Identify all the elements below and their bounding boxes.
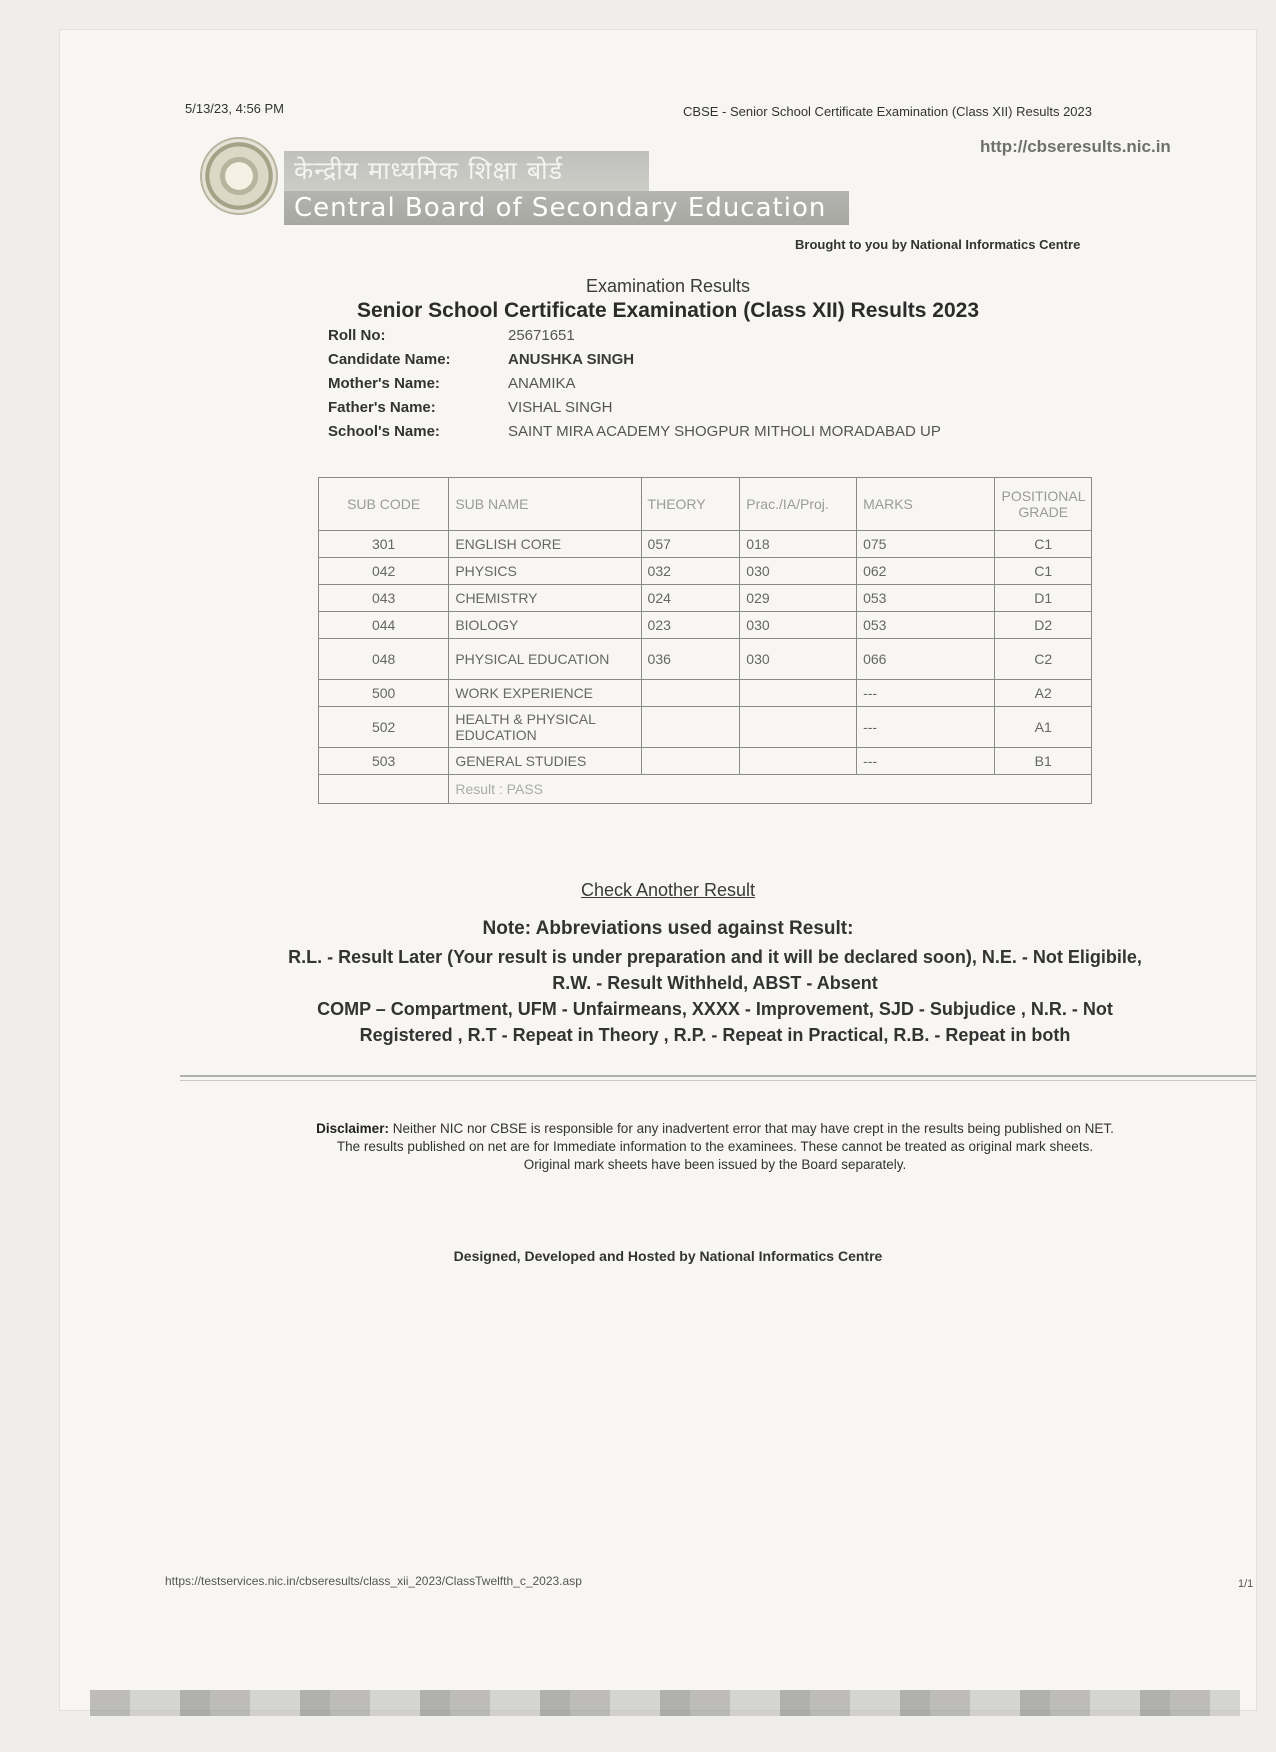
page-url: https://testservices.nic.in/cbseresults/class_xii_2023/ClassTwelfth_c_2023.asp (165, 1574, 582, 1588)
father-name-value: VISHAL SINGH (508, 399, 613, 416)
grade: C1 (995, 531, 1092, 558)
table-row (319, 531, 1092, 558)
prac-marks (740, 707, 857, 748)
result-status: Result : PASS (449, 775, 1092, 804)
notes-line: COMP – Compartment, UFM - Unfairmeans, XXXX - Improvement, SJD - Subjudice , N.R. - Not (317, 999, 1113, 1019)
col-sub-code: SUB CODE (319, 478, 449, 531)
site-url: http://cbseresults.nic.in (980, 137, 1171, 156)
grade: D1 (995, 585, 1092, 612)
total-marks: 062 (857, 558, 995, 585)
notes-line: R.W. - Result Withheld, ABST - Absent (552, 973, 878, 993)
roll-label: Roll No: (328, 327, 386, 344)
table-row (319, 612, 1092, 639)
candidate-name-label: Candidate Name: (328, 351, 451, 368)
mother-name-row (328, 375, 941, 399)
father-name-row (328, 399, 941, 423)
total-marks: --- (857, 748, 995, 775)
page-number: 1/1 (1238, 1578, 1254, 1590)
school-name-value: SAINT MIRA ACADEMY SHOGPUR MITHOLI MORADABAD UP (508, 423, 941, 440)
prac-marks: 030 (740, 612, 857, 639)
total-marks: 066 (857, 639, 995, 680)
sub-code: 500 (319, 680, 449, 707)
sub-code: 048 (319, 639, 449, 680)
prac-marks: 030 (740, 558, 857, 585)
cbse-emblem-icon (200, 137, 278, 215)
total-marks: --- (857, 680, 995, 707)
result-spacer (319, 775, 449, 804)
col-sub-name: SUB NAME (449, 478, 641, 531)
theory-marks (641, 748, 740, 775)
scan-edge-strip (90, 1690, 1240, 1716)
school-name-row (328, 423, 941, 447)
mother-name-value: ANAMIKA (508, 375, 576, 392)
result-row (319, 775, 1092, 804)
disclaimer (315, 1120, 1115, 1174)
grade: A2 (995, 680, 1092, 707)
notes-heading: Note: Abbreviations used against Result: (482, 918, 854, 939)
grade: C2 (995, 639, 1092, 680)
total-marks: 075 (857, 531, 995, 558)
school-name-label: School's Name: (328, 423, 440, 440)
sub-code: 042 (319, 558, 449, 585)
col-theory: THEORY (641, 478, 740, 531)
theory-marks (641, 680, 740, 707)
theory-marks: 032 (641, 558, 740, 585)
prac-marks (740, 680, 857, 707)
sub-code: 044 (319, 612, 449, 639)
sub-code: 502 (319, 707, 449, 748)
table-row (319, 558, 1092, 585)
grade: C1 (995, 558, 1092, 585)
table-row (319, 748, 1092, 775)
sub-name: CHEMISTRY (449, 585, 641, 612)
father-name-label: Father's Name: (328, 399, 436, 416)
theory-marks: 023 (641, 612, 740, 639)
candidate-name-value: ANUSHKA SINGH (508, 351, 635, 368)
col-prac: Prac./IA/Proj. (740, 478, 857, 531)
sub-name: PHYSICS (449, 558, 641, 585)
sub-name: PHYSICAL EDUCATION (449, 639, 641, 680)
check-another-result-link[interactable]: Check Another Result (580, 880, 756, 900)
grade: D2 (995, 612, 1092, 639)
prac-marks: 030 (740, 639, 857, 680)
notes-body (195, 944, 1235, 1048)
grade: A1 (995, 707, 1092, 748)
roll-row (328, 327, 941, 351)
table-row (319, 680, 1092, 707)
disclaimer-label: Disclaimer: (316, 1121, 389, 1136)
print-title: CBSE - Senior School Certificate Examination (Class XII) Results 2023 (683, 104, 1092, 119)
table-row (319, 585, 1092, 612)
mother-name-label: Mother's Name: (328, 375, 440, 392)
notes-line: R.L. - Result Later (Your result is under preparation and it will be declared soon), N.E. - Not Eligibile, (288, 947, 1142, 967)
total-marks: 053 (857, 612, 995, 639)
table-row (319, 639, 1092, 680)
divider (180, 1080, 1256, 1081)
candidate-info (328, 327, 941, 447)
sub-code: 043 (319, 585, 449, 612)
sub-code: 301 (319, 531, 449, 558)
roll-value: 25671651 (508, 327, 575, 344)
sub-code: 503 (319, 748, 449, 775)
marks-table-header (319, 478, 1092, 531)
marks-table (318, 477, 1092, 804)
col-grade: POSITIONAL GRADE (995, 478, 1092, 531)
col-marks: MARKS (857, 478, 995, 531)
theory-marks: 057 (641, 531, 740, 558)
sub-name: WORK EXPERIENCE (449, 680, 641, 707)
notes-line: Registered , R.T - Repeat in Theory , R.P. - Repeat in Practical, R.B. - Repeat in both (359, 1025, 1071, 1045)
divider (180, 1075, 1256, 1077)
board-name-hindi: केन्द्रीय माध्यमिक शिक्षा बोर्ड (284, 151, 649, 191)
sub-name: HEALTH & PHYSICAL EDUCATION (449, 707, 641, 748)
board-name-english: Central Board of Secondary Education (284, 191, 849, 225)
exam-title: Senior School Certificate Examination (Class XII) Results 2023 (356, 299, 980, 322)
theory-marks (641, 707, 740, 748)
theory-marks: 036 (641, 639, 740, 680)
table-row (319, 707, 1092, 748)
print-date: 5/13/23, 4:56 PM (185, 101, 285, 116)
prac-marks: 018 (740, 531, 857, 558)
grade: B1 (995, 748, 1092, 775)
sub-name: GENERAL STUDIES (449, 748, 641, 775)
candidate-name-row (328, 351, 941, 375)
brought-by-text: Brought to you by National Informatics Centre (795, 237, 1081, 252)
designed-by-text: Designed, Developed and Hosted by National Informatics Centre (453, 1248, 883, 1264)
theory-marks: 024 (641, 585, 740, 612)
total-marks: --- (857, 707, 995, 748)
total-marks: 053 (857, 585, 995, 612)
sub-name: BIOLOGY (449, 612, 641, 639)
disclaimer-text: Neither NIC nor CBSE is responsible for any inadvertent error that may have crept in the results being published on NET. The results published on net are for Immediate information to the examinees. These cannot be treated as original mark sheets. Original mark sheets have been issued by the Board separately. (336, 1121, 1114, 1172)
prac-marks: 029 (740, 585, 857, 612)
results-heading: Examination Results (585, 276, 751, 296)
prac-marks (740, 748, 857, 775)
sub-name: ENGLISH CORE (449, 531, 641, 558)
